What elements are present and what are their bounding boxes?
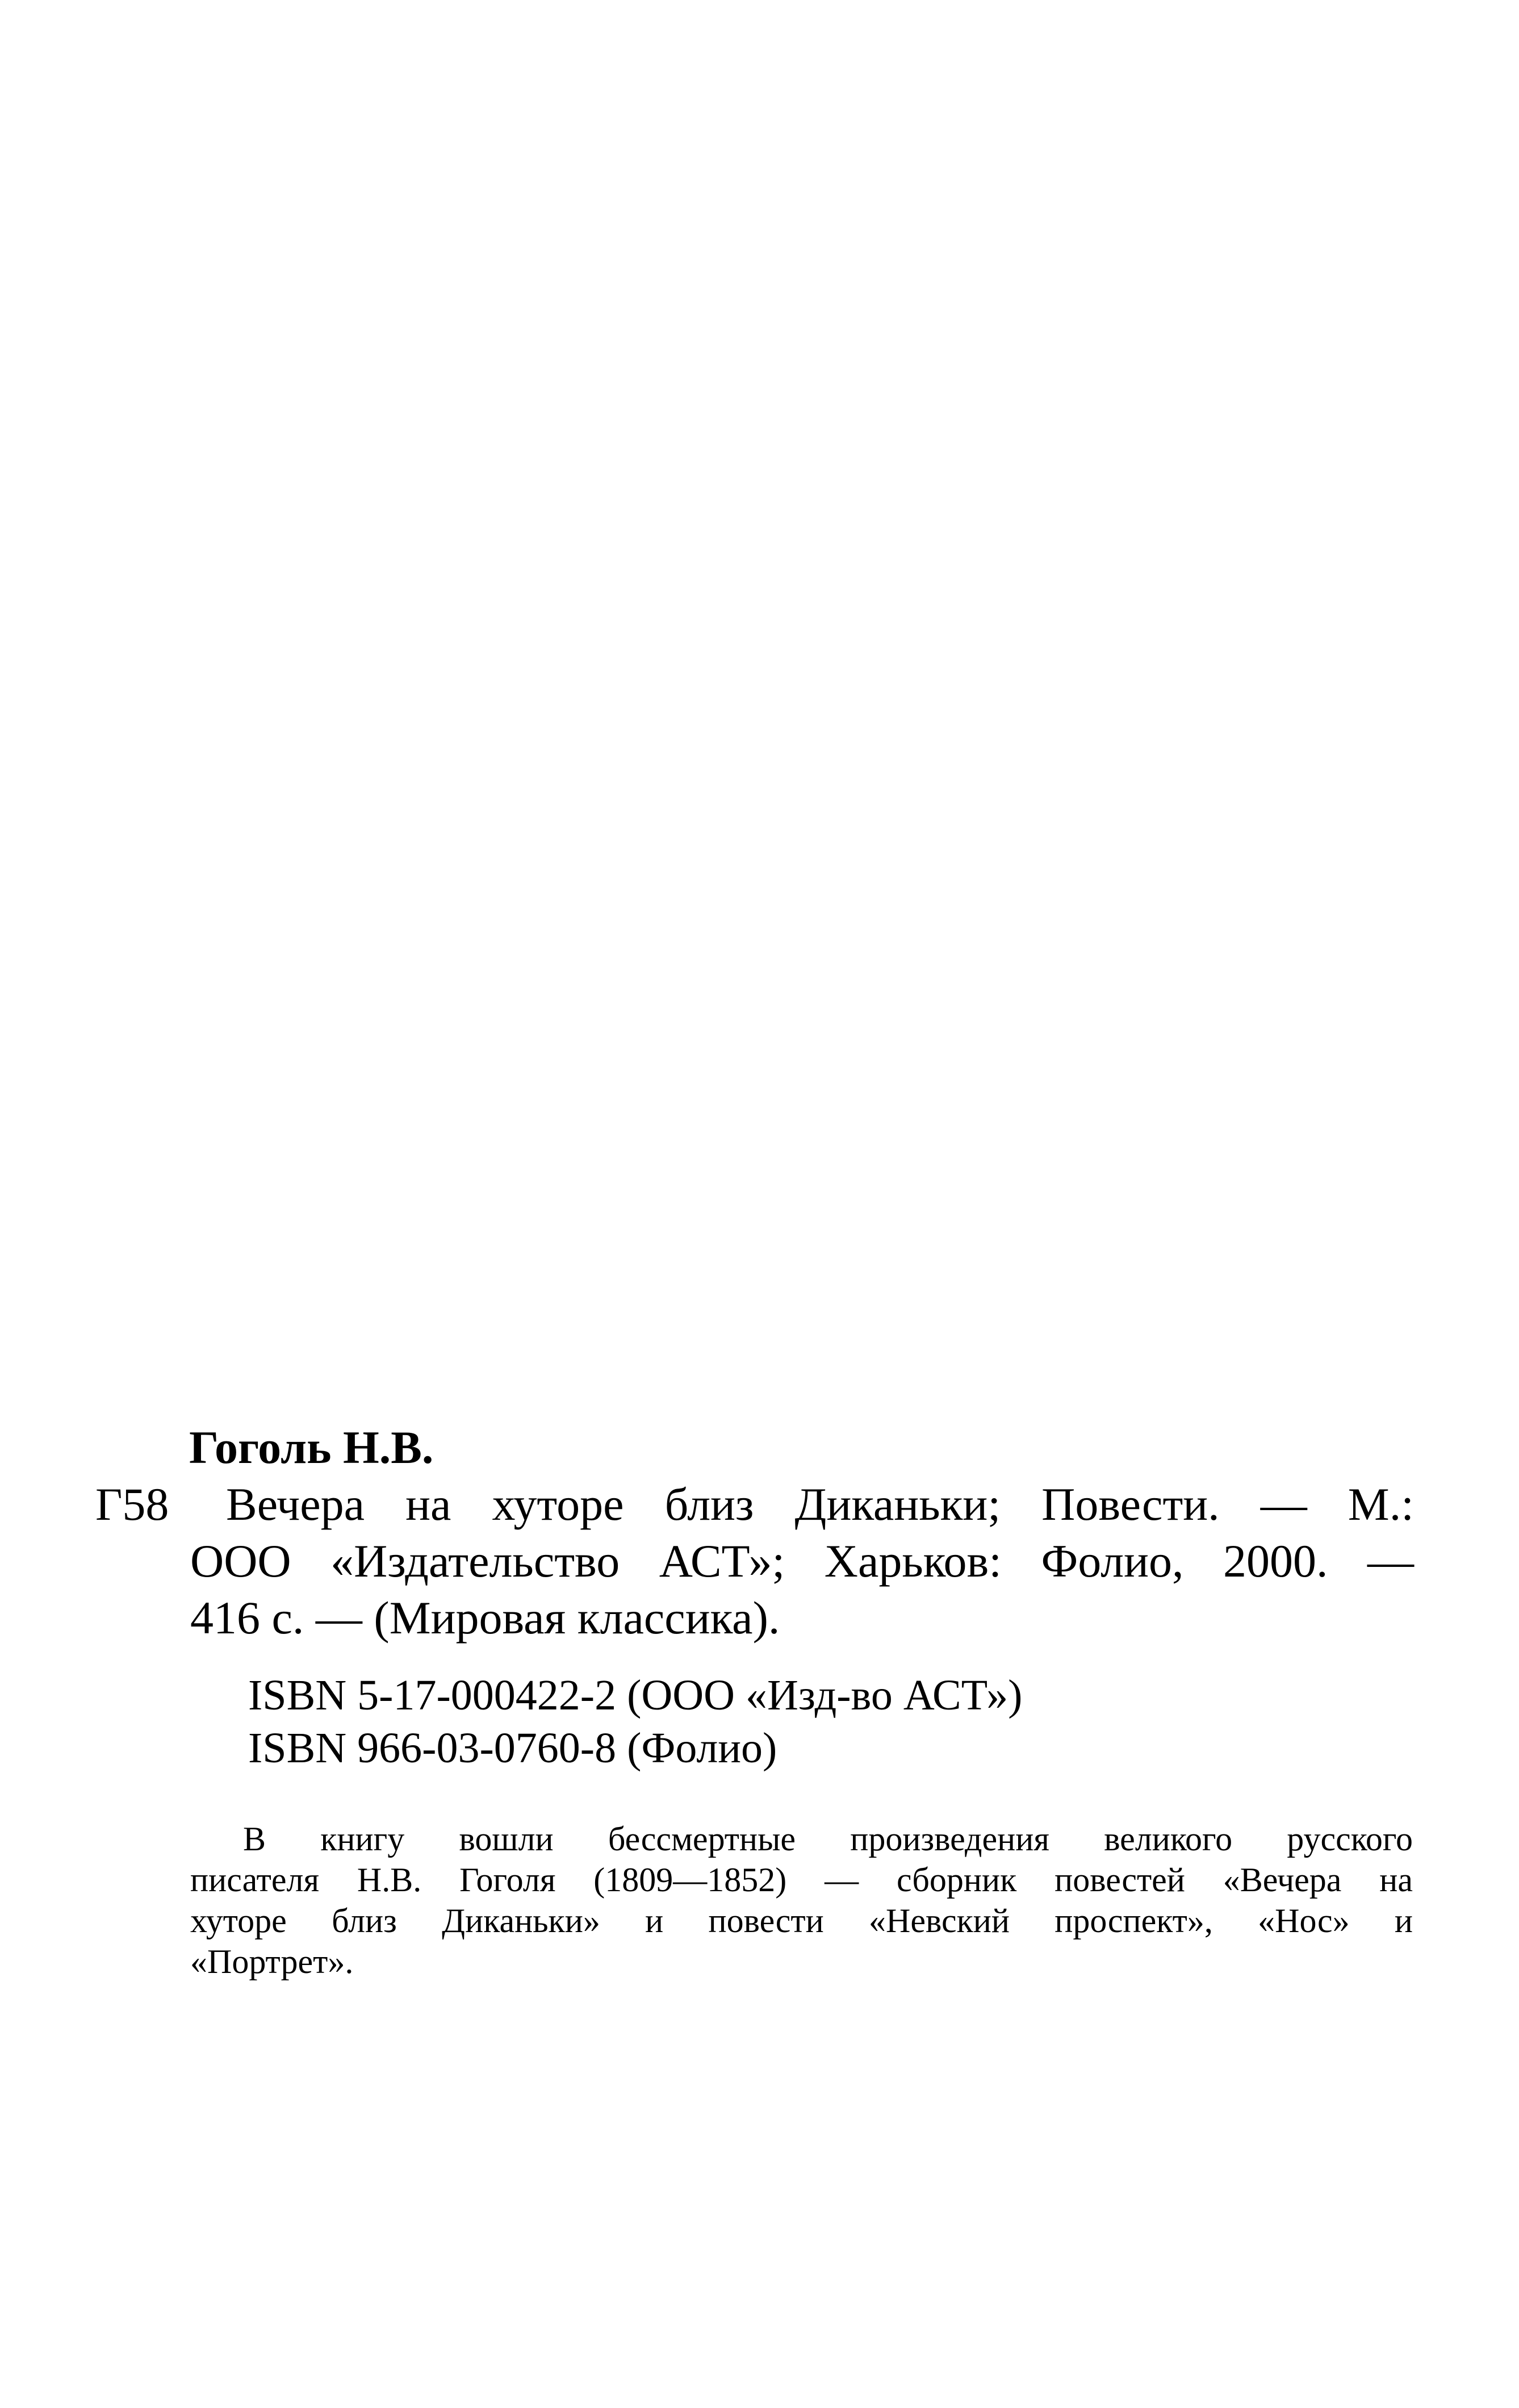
author-name: Гоголь Н.В.	[189, 1422, 434, 1473]
isbn-line: ISBN 966-03-0760-8 (Фолио)	[248, 1724, 777, 1772]
bibliographic-line: 416 с. — (Мировая классика).	[190, 1592, 780, 1644]
annotation-line: писателя Н.В. Гоголя (1809—1852) — сборник повестей «Вечера на	[190, 1861, 1413, 1899]
bibliographic-line: Вечера на хуторе близ Диканьки; Повести. — М.:	[226, 1478, 1414, 1530]
annotation-line: хуторе близ Диканьки» и повести «Невский проспект», «Нос» и	[190, 1902, 1413, 1939]
isbn-line: ISBN 5-17-000422-2 (ООО «Изд-во АСТ»)	[248, 1671, 1023, 1719]
annotation-line: В книгу вошли бессмертные произведения великого русского	[243, 1820, 1413, 1858]
annotation-line: «Портрет».	[190, 1943, 354, 1980]
bibliographic-line: ООО «Издательство АСТ»; Харьков: Фолио, 2000. —	[190, 1535, 1414, 1587]
classification-code: Г58	[95, 1478, 169, 1530]
